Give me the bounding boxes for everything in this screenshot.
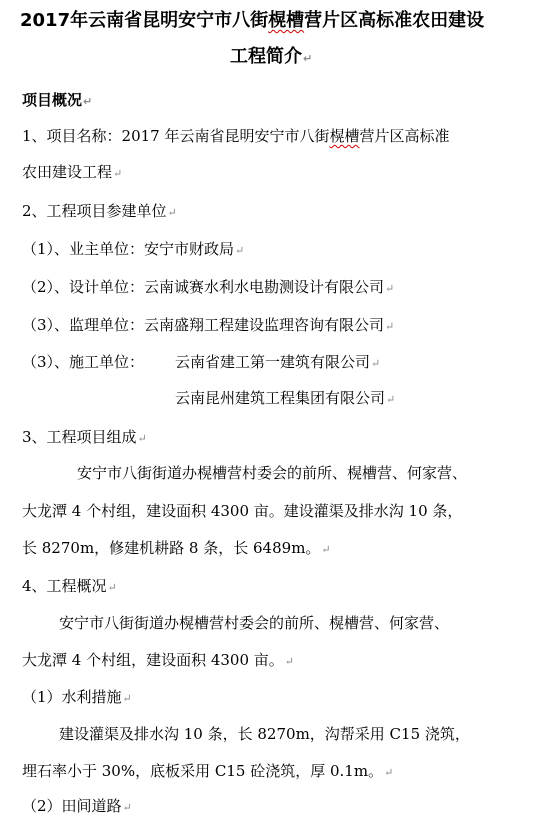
item3-para-line-2: 大龙潭 4 个村组，建设面积 4300 亩。建设灌渠及排水沟 10 条， (22, 502, 463, 520)
item4-para-line-2: 大龙潭 4 个村组，建设面积 4300 亩。↵ (22, 651, 295, 669)
spellcheck-squiggle: 榥槽 (329, 127, 360, 145)
item1-line-1: 1、项目名称：2017 年云南省昆明安宁市八街榥槽营片区高标准 (22, 127, 450, 145)
document-title-line-1 (20, 12, 484, 30)
paragraph-mark-icon: ↵ (122, 801, 132, 814)
paragraph-mark-icon: ↵ (303, 52, 313, 65)
spellcheck-squiggle: 榥槽 (268, 10, 305, 31)
item4-para-line-1: 安宁市八街街道办榥槽营村委会的前所、榥槽营、何家营、 (59, 614, 450, 632)
title-text-a: 年云南省昆明安宁市八街 (70, 10, 269, 31)
paragraph-mark-icon: ↵ (321, 543, 331, 556)
item3-para-line-3: 长 8270m，修建机耕路 8 条，长 6489m。↵ (22, 539, 331, 557)
water-measures-line-2: 埋石率小于 30%，底板采用 C15 砼浇筑，厚 0.1m。↵ (22, 762, 394, 780)
unit-supervision: （3）、监理单位：云南盛翔工程建设监理咨询有限公司↵ (22, 316, 395, 334)
paragraph-mark-icon: ↵ (384, 766, 394, 779)
paragraph-mark-icon: ↵ (284, 655, 295, 668)
unit-construction-label: （3）、施工单位： (22, 353, 145, 371)
water-measures-line-1: 建设灌渠及排水沟 10 条，长 8270m，沟帮采用 C15 浇筑， (59, 725, 470, 743)
title-text-b: 营片区高标准农田建设 (304, 10, 485, 31)
item1-line-2: 农田建设工程↵ (22, 163, 123, 181)
item3-para-line-1: 安宁市八街街道办榥槽营村委会的前所、榥槽营、何家营、 (77, 464, 468, 482)
paragraph-mark-icon: ↵ (113, 167, 123, 180)
paragraph-mark-icon: ↵ (167, 206, 177, 219)
paragraph-mark-icon: ↵ (137, 432, 147, 445)
paragraph-mark-icon: ↵ (385, 320, 395, 333)
paragraph-mark-icon: ↵ (107, 581, 117, 594)
water-measures-heading: （1）水利措施↵ (22, 688, 132, 706)
title-year: 2017 (20, 10, 71, 31)
item3-heading: 3、工程项目组成↵ (22, 428, 147, 446)
unit-construction-1: 云南省建工第一建筑有限公司↵ (175, 353, 381, 371)
paragraph-mark-icon: ↵ (371, 357, 381, 370)
field-roads-heading: （2）田间道路↵ (22, 797, 132, 815)
unit-construction-2: 云南昆州建筑工程集团有限公司↵ (175, 389, 396, 407)
paragraph-mark-icon: ↵ (385, 282, 395, 295)
paragraph-mark-icon: ↵ (386, 393, 396, 406)
paragraph-mark-icon: ↵ (122, 692, 132, 705)
paragraph-mark-icon: ↵ (83, 95, 93, 108)
unit-owner: （1）、业主单位：安宁市财政局↵ (22, 240, 245, 258)
section-heading-overview: 项目概况↵ (22, 91, 93, 109)
item4-heading: 4、工程概况↵ (22, 577, 117, 595)
document-title-line-2: 工程简介↵ (230, 46, 313, 67)
paragraph-mark-icon: ↵ (235, 244, 245, 257)
unit-design: （2）、设计单位：云南诚赛水利水电勘测设计有限公司↵ (22, 278, 395, 296)
item2-heading: 2、工程项目参建单位↵ (22, 202, 177, 220)
